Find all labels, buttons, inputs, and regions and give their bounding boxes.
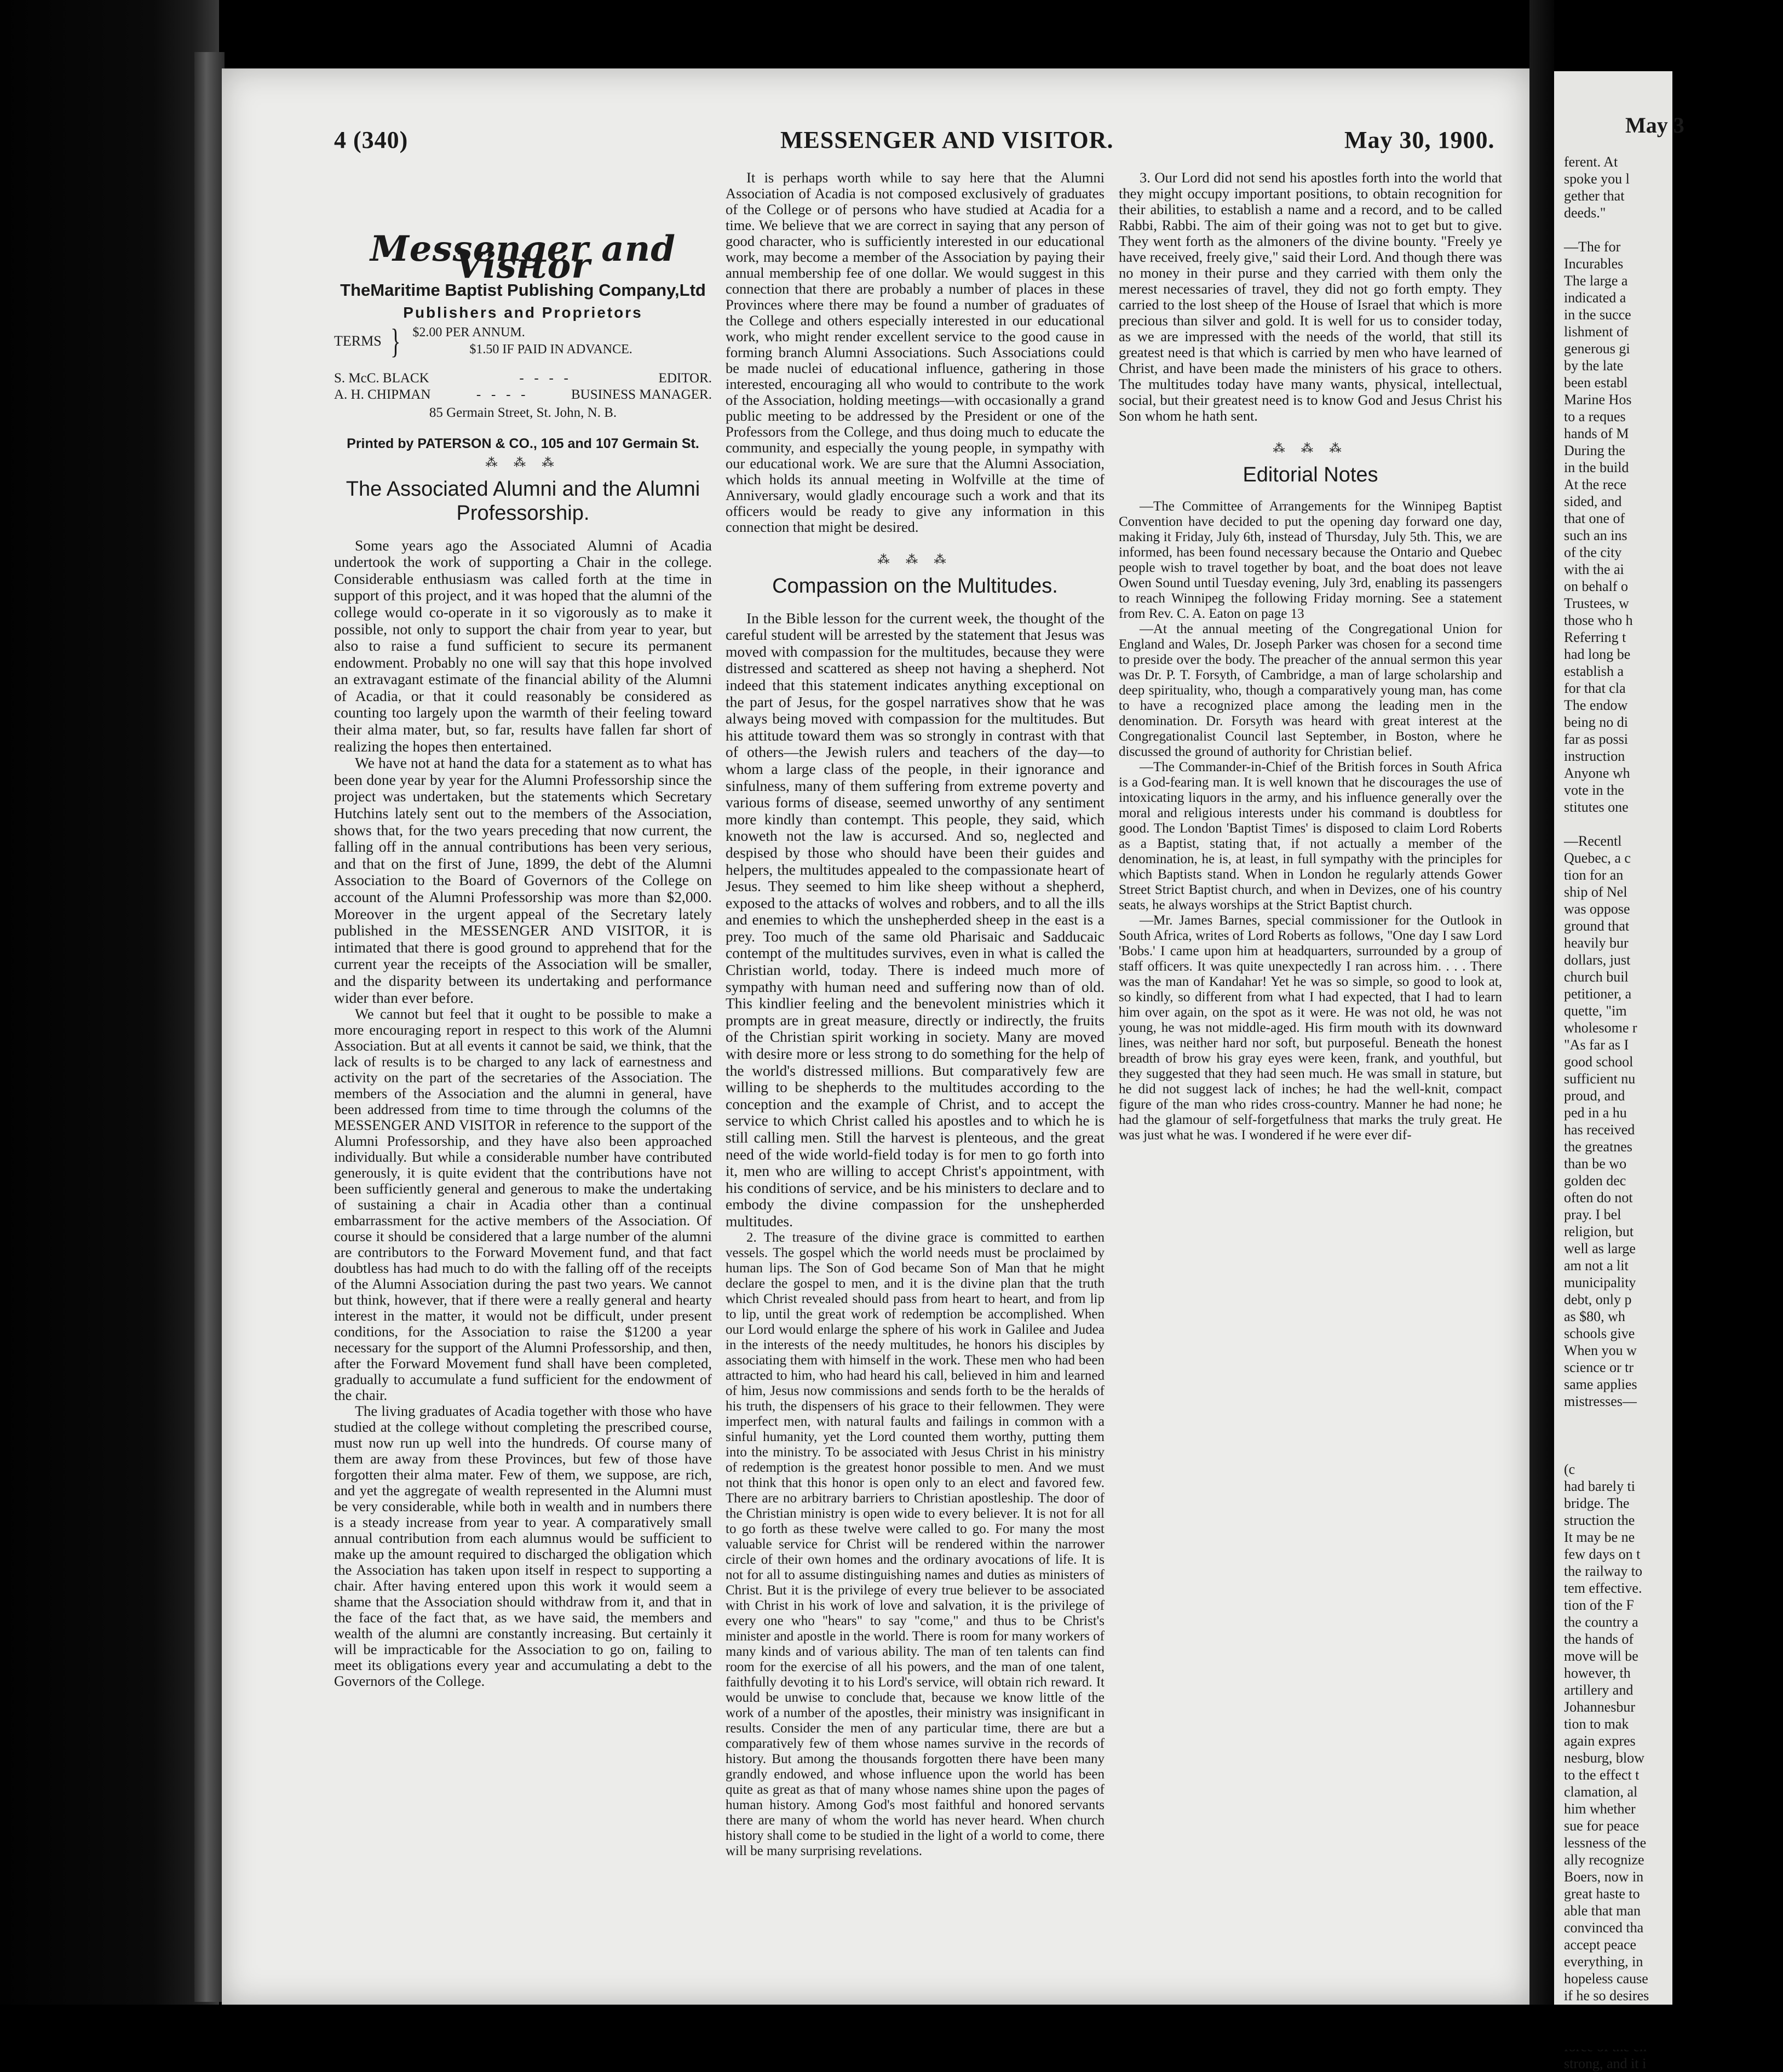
masthead [334, 228, 712, 472]
article-paragraph: We have not at hand the data for a statement as to what has been done year by year for the Alumni Professorship since the project was undertaken, but the statements which Secretary Hutchins lately sent out to the members of the Association, shows that, for the two years preceding that now current, the falling off in the annual contributions has been very serious, and that on the first of June, 1899, the debt of the Alumni Association to the Board of Governors of the College on account of the Alumni Professorship was more than $2,000. Moreover in the urgent appeal of the Secretary lately published in the MESSENGER AND VISITOR, it is intimated that there is good ground to apprehend that for the current year the receipts of the Association will be smaller, and the disparity between its undertaking and performance wider than ever before. [334, 754, 712, 1006]
editorial-note: —Mr. James Barnes, special commissioner for the Outlook in South Africa, writes of Lord Roberts as follows, "One day I saw Lord 'Bobs.' I came upon him at headquarters, surrounded by a group of staff officers. It was quite unexpectedly I ran across him. . . . There was the man of Kandahar! Yet he was so simple, so good to look at, so kindly, so different from what I had expected, that I had to learn him over again, on the spot as it were. He was not old, he was not young, he was not middle-aged. His firm mouth with its downward lines, was neither hard nor soft, but purposeful. Beneath the honest breadth of brow his gray eyes were keen, frank, and youthful, but they suggested that they had seen much. He was small in stature, but he did not suggest lack of inches; he had the well-knit, compact figure of the man who rides cross-country. Manner he had none; he had the glamour of self-forgetfulness that marks the truly great. He was just what he was. I wondered if he were ever dif- [1119, 912, 1502, 1143]
adjacent-line: same applies [1564, 1376, 1637, 1392]
adjacent-line [1564, 1410, 1783, 1427]
scanner-frame-left [0, 0, 219, 2050]
adjacent-line: Trustees, w [1564, 595, 1629, 611]
adjacent-line: When you w [1564, 1342, 1637, 1358]
adjacent-line: of the city [1564, 544, 1622, 560]
adjacent-line: mistresses— [1564, 1393, 1637, 1409]
column-2 [726, 170, 1105, 1859]
article-paragraph: It is perhaps worth while to say here that the Alumni Association of Acadia is not composed exclusively of graduates of the College or of persons who have studied at Acadia for a time. We believe that we are correct in saying that any person of good character, who is sufficiently interested in our educational work, may become a member of the Association by paying their annual membership fee of one dollar. We would suggest in this connection that there are probably a number of places in these Provinces where there may be found a number of graduates of the College and others especially interested in our educational work, who might render excellent service to the good cause in forming branch Alumni Associations. Such Associations could be made nuclei of educational influence, gathering in those interested, encouraging all who would to contribute to the work of the Association, holding meetings—with occasionally a grand public meeting to be addressed by the President or one of the Professors from the College, and thus doing much to educate the community, and especially the young people, in sympathy with our educational work. We are sure that the Alumni Association, which holds its annual meeting in Wolfville at the time of Anniversary, would gladly encourage such a work and that its officers would be ready to give any information in this connection that might be desired. [726, 169, 1105, 535]
adjacent-line: strong, and it i [1564, 2056, 1647, 2071]
staff-list: S. McC. BLACK - - - - EDITOR. A. H. CHIPMAN - - - - BUSINESS MANAGER. 85 Germain Street, St. John, N. B. [334, 370, 712, 422]
adjacent-line: that one of [1564, 510, 1625, 526]
adjacent-line: ground that [1564, 918, 1630, 934]
scanner-frame-bottom [0, 2005, 1672, 2050]
adjacent-line: Incurables [1564, 256, 1624, 272]
adjacent-line: (c [1564, 1461, 1575, 1477]
adjacent-line: with the ai [1564, 561, 1624, 577]
adjacent-page-fragment [1554, 71, 1684, 2071]
page-title: MESSENGER AND VISITOR. [780, 127, 1114, 153]
adjacent-line: few days on t [1564, 1546, 1641, 1562]
column-3 [1119, 170, 1502, 1143]
manager-name: A. H. CHIPMAN [334, 387, 431, 403]
issue-date: May 30, 1900. [1344, 127, 1495, 153]
adjacent-line: by the late [1564, 358, 1624, 374]
adjacent-line [1564, 816, 1783, 833]
adjacent-line: such an ins [1564, 527, 1627, 543]
column-1 [334, 170, 712, 1689]
adjacent-line: generous gi [1564, 341, 1630, 357]
article-paragraph: In the Bible lesson for the current week, the thought of the careful student will be arrested by the statement that Jesus was moved with compassion for the multitudes, because they were distressed and scattered as sheep not having a shepherd. Not indeed that this statement indicates anything exceptional on the part of Jesus, for the gospel narratives show that he was always being moved with compassion for the multitudes. But his attitude toward them was so strongly in contrast with that of others—the Jewish rulers and teachers of the day—to whom a large class of the people, in their ignorance and sinfulness, many of them suffering from extreme poverty and various forms of disease, seemed unworthy of any sentiment more kindly than contempt. This people, they said, which knoweth not the law is accursed. And so, neglected and despised by those who should have been their guides and helpers, the multitudes appealed to the compassionate heart of Jesus. They seemed to him like sheep without a shepherd, exposed to the attacks of wolves and robbers, and to all the ills and enemies to which the unshepherded sheep in the east is a prey. Too much of the same old Pharisaic and Sadducaic contempt of the multitudes survives, even in what is called the Christian world, today. There is indeed much more of sympathy with human need and suffering now than of old. This kindlier feeling and the benevolent ministries which it prompts are in great measure, directly or indirectly, the fruits of the Christian spirit working in society. Many are moved with desire more or less strong to do something for the help of the world's distressed millions. But comparatively few are willing to be shepherds to the multitudes according to the conception and the example of Christ, and to accept the service to which Christ called his apostles and to which he is still calling men. Still the harvest is plenteous, and the great need of the wide world-field today is for men to go forth into it, men who are willing to accept Christ's appointment, with his conditions of service, and be his ministers to declare and to embody the divine compassion for the unshepherded multitudes. [726, 609, 1105, 1230]
adjacent-line: if he so desires [1564, 1988, 1649, 2004]
adjacent-line: in the succe [1564, 307, 1631, 323]
ornament-divider: ⁂ ⁂ ⁂ [1273, 441, 1348, 455]
adjacent-line: church buil [1564, 969, 1629, 985]
adjacent-line: —The for [1564, 239, 1621, 255]
adjacent-line: had barely ti [1564, 1478, 1635, 1494]
adjacent-line: convinced tha [1564, 1920, 1644, 1936]
adjacent-line: quette, "im [1564, 1003, 1627, 1019]
adjacent-line: move will be [1564, 1648, 1638, 1664]
terms-label: TERMS [334, 332, 382, 349]
adjacent-line: —Recentl [1564, 833, 1622, 849]
manager-role: BUSINESS MANAGER. [571, 387, 712, 403]
subscription-terms [334, 321, 712, 360]
article-paragraph: 3. Our Lord did not send his apostles forth into the world that they might occupy important positions, to obtain recognition for their abilities, to establish a name and a record, and to be called Rabbi, Rabbi. The aim of their going was not to get but to give. They went forth as the almoners of the divine bounty. "Freely ye have received, freely give," said their Lord. And though there was no money in their purse and they carried with them only the merest necessaries of travel, they did not go forth empty. They carried to the lost sheep of the House of Israel that which is more precious than silver and gold. It is well for us to consider today, as we are impressed with the needs of the world, that still its greatest need is that which is carried by men who have learned of Christ, and have been made the ministers of his grace to others. The multitudes today have many wants, physical, intellectual, social, but their greatest need is to know God and Jesus Christ his Son whom he hath sent. [1119, 169, 1502, 424]
page-gutter [1529, 0, 1554, 2050]
adjacent-line: spoke you l [1564, 171, 1630, 187]
masthead-title: Messenger and Visitor [370, 228, 676, 286]
running-header [222, 126, 1529, 159]
adjacent-line: ferent. At [1564, 154, 1618, 170]
adjacent-line: hands of M [1564, 426, 1629, 441]
adjacent-line: good school [1564, 1054, 1634, 1070]
adjacent-line: vote in the [1564, 782, 1624, 798]
adjacent-line: instruction [1564, 748, 1625, 764]
adjacent-line: establish a [1564, 663, 1624, 679]
printer-line: Printed by PATERSON & CO., 105 and 107 Germain St. [347, 436, 699, 452]
adjacent-line: the country a [1564, 1614, 1638, 1630]
adjacent-line: again expres [1564, 1733, 1636, 1749]
adjacent-line: well as large [1564, 1241, 1636, 1256]
adjacent-line: Johannesbur [1564, 1699, 1635, 1715]
adjacent-line: sue for peace [1564, 1818, 1640, 1834]
editor-role: EDITOR. [658, 370, 712, 386]
adjacent-line: bridge. The [1564, 1495, 1630, 1511]
adjacent-line: far as possi [1564, 731, 1628, 747]
adjacent-line: was oppose [1564, 901, 1630, 917]
adjacent-line: The endow [1564, 697, 1628, 713]
adjacent-line: sufficient nu [1564, 1071, 1636, 1087]
adjacent-line: the railway to [1564, 1563, 1642, 1579]
adjacent-line: tem effective. [1564, 1580, 1642, 1596]
adjacent-line: those who h [1564, 612, 1633, 628]
article-paragraph: The living graduates of Acadia together with those who have studied at the college without completing the prescribed course, must now run up well into the hundreds. Of course many of them are away from these Provinces, but few of those have forgotten their alma mater. Few of them, we suppose, are rich, and yet the aggregate of wealth represented in the Alumni must be very considerable, while both in wealth and in numbers there is a steady increase from year to year. A comparatively small annual contribution from each alumnus would be sufficient to make up the amount required to discharged the obligation which the Association has taken upon itself in respect to supporting a chair. After having entered upon this work it would seem a shame that the Association should withdraw from it, and that in the face of the fact that, as we have said, the members and wealth of the alumni are constantly increasing. But certainly it will be impracticable for the Association to go on, failing to meet its obligations every year and accumulating a debt to the Governors of the College. [334, 1403, 712, 1690]
adjacent-line: tion to mak [1564, 1716, 1629, 1732]
adjacent-line: however, th [1564, 1665, 1631, 1681]
editor-name: S. McC. BLACK [334, 370, 429, 386]
adjacent-line: municipality [1564, 1275, 1636, 1290]
adjacent-line: hopeless cause [1564, 1971, 1648, 1987]
adjacent-line: proud, and [1564, 1088, 1625, 1104]
adjacent-line: It may be ne [1564, 1529, 1635, 1545]
adjacent-line: great haste to [1564, 1886, 1640, 1902]
adjacent-line: had long be [1564, 646, 1631, 662]
adjacent-line: sided, and [1564, 493, 1622, 509]
adjacent-line [1564, 221, 1783, 238]
adjacent-line: petitioner, a [1564, 986, 1632, 1002]
adjacent-line: for that cla [1564, 680, 1626, 696]
adjacent-line: been establ [1564, 375, 1628, 391]
adjacent-line: During the [1564, 443, 1625, 458]
ornament-divider: ⁂ ⁂ ⁂ [877, 553, 953, 566]
editorial-note: —The Commander-in-Chief of the British forces in South Africa is a God-fearing man. It is well known that he discourages the use of intoxicating liquors in the army, and his influence generally over the moral and religious interests under his command is doubtless for good. The London 'Baptist Times' is disposed to claim Lord Roberts as a Baptist, stating that, if not actually a member of the denomination, he is, at least, in full sympathy with the principles for which Baptists stand. When in London he regularly attends Gower Street Strict Baptist church, and when in Devizes, one of his country seats, he always worships at the Strict Baptist church. [1119, 759, 1502, 912]
adjacent-line: tion for an [1564, 867, 1624, 883]
section-heading: Editorial Notes [1243, 463, 1378, 486]
adjacent-line: At the rece [1564, 477, 1627, 492]
adjacent-line: the hands of [1564, 1631, 1634, 1647]
page-number: 4 (340) [334, 127, 409, 153]
publishers-line: Publishers and Proprietors [403, 303, 643, 321]
adjacent-line: accept peace [1564, 1937, 1637, 1953]
adjacent-line: nesburg, blow [1564, 1750, 1644, 1766]
terms-advance: $1.50 IF PAID IN ADVANCE. [469, 342, 632, 357]
adjacent-line: lishment of [1564, 324, 1629, 340]
adjacent-line: Anyone wh [1564, 765, 1630, 781]
publisher-company: TheMaritime Baptist Publishing Company,Ltd [340, 280, 706, 300]
adjacent-line: "As far as I [1564, 1037, 1629, 1053]
adjacent-line: everything, in [1564, 1954, 1643, 1970]
article-paragraph: 2. The treasure of the divine grace is committed to earthen vessels. The gospel which the world needs must be proclaimed by human lips. The Son of God became Son of Man that he might declare the gospel to men, and it is the divine plan that the truth which Christ revealed should pass from heart to heart, and from lip to lip, until the great work of redemption be accomplished. When our Lord would enlarge the sphere of his work in Galilee and Judea in the interests of the needy multitudes, he honors his disciples by associating them with himself in the work. These men who had been attracted to him, who had heard his call, believed in him and learned of him, Jesus now commissions and sends forth to be the heralds of his truth, the dispensers of his grace to their fellowmen. They were imperfect men, with natural faults and failings in common with a sinful humanity, yet the Lord counted them worthy, putting them into the ministry. To be associated with Jesus Christ in his ministry of redemption is the greatest honor possible to men. And we must not think that this honor is open only to an elect and favored few. There are no arbitrary barriers to Christian apostleship. The door of the Christian ministry is open wide to every believer. It is not for all to go forth as these twelve were called to go. For many the most valuable service for Christ will be rendered within the narrower circle of their own homes and the ordinary avocations of life. It is not for all to assume distinguishing names and duties as ministers of Christ. But it is the privilege of every true believer to be associated with Christ in his work of love and salvation, it is the privilege of every one who "hears" to say "come," and thus to be Christ's minister and apostle in the world. There is room for many workers of many kinds and of various ability. The man of ten talents can find room for the exercise of all his powers, and the man of one talent, faithfully devoting it to his Lord's service, will obtain rich reward. It would be unwise to conclude that, because we know little of the work of a number of the apostles, their ministry was insignificant in results. Consider the men of any particular time, there are but a comparatively few of them whose names survive in the records of history. But among the thousands forgotten there have been many grandly endowed, and whose influence upon the world has been quite as great as that of many whose names shine upon the pages of human history. Among God's most faithful and honored servants there are many of whom the world has never heard. When church history shall come to be studied in the light of a world to come, there will be many surprising revelations. [726, 1230, 1105, 1858]
adjacent-line: the greatnes [1564, 1139, 1632, 1155]
adjacent-line: than be wo [1564, 1156, 1627, 1172]
adjacent-line: as $80, wh [1564, 1308, 1625, 1324]
adjacent-line: debt, only p [1564, 1292, 1632, 1307]
adjacent-line: religion, but [1564, 1224, 1634, 1239]
article-paragraph: We cannot but feel that it ought to be possible to make a more encouraging report in respect to this work of the Alumni Association. But at all events it cannot be said, we think, that the lack of results is to be charged to any lack of earnestness and activity on the part of the secretaries of the Association. The members of the Association and the alumni in general, have been addressed from time to time through the columns of the MESSENGER AND VISITOR in reference to the support of the Alumni Professorship, and they have also been approached individually. But while a considerable number have contributed generously, it is quite evident that the contributions have not been sufficiently general and generous to make the undertaking of sustaining a chair in Acadia other than a continual embarrassment for the active members of the Association. Of course it should be considered that a large number of the alumni are contributors to the Forward Movement fund, and that fact doubtless has had much to do with the falling off of the receipts of the Alumni Association during the past two years. We cannot but think, however, that if there were a really general and hearty interest in the matter, it would not be difficult, under present conditions, for the Association to raise the $1200 a year necessary for the support of the Alumni Professorship, and then, after the Forward Movement fund shall have been completed, gradually to accumulate a fund sufficient for the endowment of the chair. [334, 1006, 712, 1404]
office-address: 85 Germain Street, St. John, N. B. [429, 405, 617, 420]
editorial-note: —The Committee of Arrangements for the Winnipeg Baptist Convention have decided to put the opening day forward one day, making it Friday, July 6th, instead of Thursday, July 5th. This, we are informed, has been found necessary because the Ontario and Quebec people wish to travel together by boat, and the boat does not leave Owen Sound until Tuesday evening, July 3rd, enabling its passengers to reach Winnipeg the following Friday morning. See a statement from Rev. C. A. Eaton on page 13 [1119, 498, 1502, 621]
binding-spine [194, 52, 225, 2002]
adjacent-line: am not a lit [1564, 1258, 1629, 1273]
adjacent-line [1564, 1444, 1783, 1461]
brace-glyph: } [390, 321, 401, 360]
editorial-note: —At the annual meeting of the Congregational Union for England and Wales, Dr. Joseph Parker was chosen for a second time to preside over the body. The preacher of the annual sermon this year was Dr. P. T. Forsyth, of Cambridge, a man of large scholarship and deep spirituality, who, though a comparatively young man, has come to have a recognized place among the leading men in the denomination. Dr. Forsyth was heard with great interest at the Congregationalist Council last September, in Boston, where he discussed the ground of authority for Christian belief. [1119, 621, 1502, 759]
adjacent-line: in the build [1564, 460, 1629, 475]
adjacent-line: ally recognize [1564, 1852, 1644, 1868]
adjacent-line: able that man [1564, 1903, 1641, 1919]
adjacent-line: ship of Nel [1564, 884, 1627, 900]
adjacent-line [1564, 1427, 1783, 1444]
adjacent-line: artillery and [1564, 1682, 1634, 1698]
adjacent-line: to the effect t [1564, 1767, 1640, 1783]
adjacent-line: has received [1564, 1122, 1635, 1138]
adjacent-line: to a reques [1564, 409, 1626, 424]
adjacent-line: ped in a hu [1564, 1105, 1627, 1121]
adjacent-line: on behalf o [1564, 578, 1628, 594]
adjacent-line: struction the [1564, 1512, 1635, 1528]
adjacent-line: golden dec [1564, 1173, 1626, 1189]
adjacent-line: schools give [1564, 1325, 1635, 1341]
adjacent-line: pray. I bel [1564, 1207, 1621, 1222]
adjacent-line: him whether [1564, 1801, 1636, 1817]
ornament-divider: ⁂ ⁂ ⁂ [485, 455, 561, 469]
adjacent-line: lessness of the [1564, 1835, 1647, 1851]
adjacent-line: tion of the F [1564, 1597, 1634, 1613]
newspaper-page [222, 68, 1529, 2005]
adjacent-runhead: May 3 [1625, 113, 1684, 137]
article-heading: The Associated Alumni and the Alumni Professorship. [346, 477, 700, 525]
adjacent-line: heavily bur [1564, 935, 1629, 951]
adjacent-line: deeds." [1564, 205, 1606, 221]
adjacent-line: Quebec, a c [1564, 850, 1631, 866]
adjacent-line: dollars, just [1564, 952, 1631, 968]
adjacent-line: wholesome r [1564, 1020, 1637, 1036]
terms-annual: $2.00 PER ANNUM. [412, 325, 525, 340]
article-paragraph: Some years ago the Associated Alumni of Acadia undertook the work of supporting a Chair in the college. Considerable enthusiasm was called forth at the time in support of this project, and it was hoped that the alumni of the college would co-operate in it so vigorously as to make it possible, not only to support the chair from year to year, but also to raise a fund sufficient to secure its permanent endowment. Probably no one will say that this hope involved an extravagant estimate of the financial ability of the Alumni of Acadia, or that it could reasonably be considered as counting too largely upon the warmth of their feeling toward their alma mater, but, so far, results have fallen far short of realizing the hopes then entertained. [334, 536, 712, 755]
adjacent-page-text [1564, 153, 1783, 2072]
adjacent-line: often do not [1564, 1190, 1633, 1206]
adjacent-line: gether that [1564, 188, 1625, 204]
adjacent-line: science or tr [1564, 1359, 1634, 1375]
adjacent-line: The large a [1564, 273, 1628, 289]
adjacent-line: Marine Hos [1564, 392, 1632, 407]
adjacent-line: Boers, now in [1564, 1869, 1644, 1885]
adjacent-line: Referring t [1564, 629, 1626, 645]
adjacent-line: stitutes one [1564, 799, 1629, 815]
article-heading: Compassion on the Multitudes. [772, 574, 1058, 598]
adjacent-line: clamation, al [1564, 1784, 1638, 1800]
adjacent-line: being no di [1564, 714, 1628, 730]
adjacent-line: indicated a [1564, 290, 1626, 306]
